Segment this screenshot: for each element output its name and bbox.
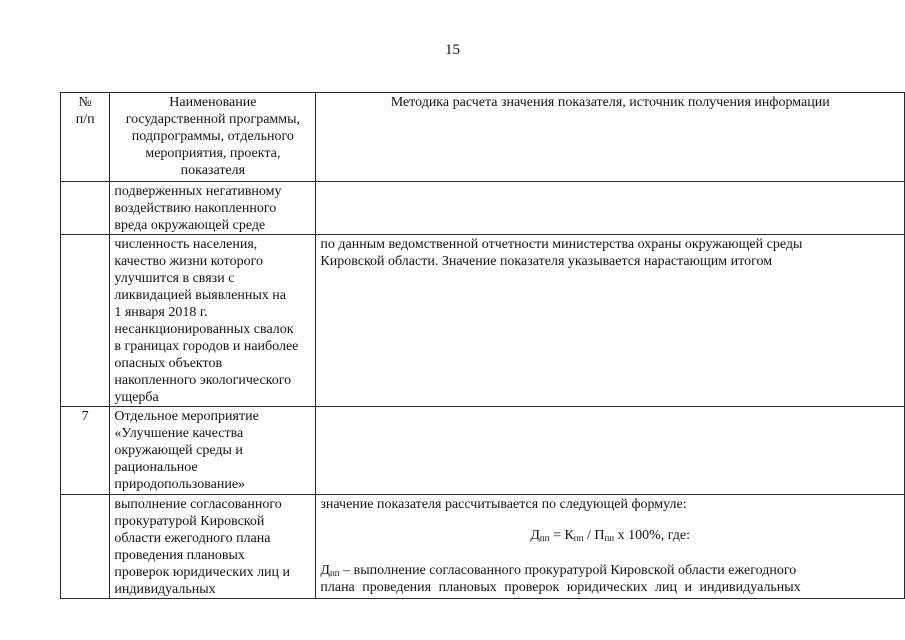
row-name-line: проверок юридических лиц и: [114, 565, 291, 580]
row-method-cell: [316, 407, 905, 495]
row-name-line: подверженных негативному: [114, 184, 282, 199]
table-row: [61, 407, 905, 495]
formula-lhs: Д: [530, 528, 540, 543]
row-num-cell: [61, 182, 110, 235]
page-number: 15: [445, 42, 460, 58]
row-name-line: ущерба: [114, 390, 159, 405]
row-name-line: природопользование»: [114, 477, 246, 492]
row-name-cell: [110, 235, 316, 407]
definition-text: – выполнение согласованного прокуратурой Кировской области ежегодного: [339, 563, 797, 578]
formula-eq: = К: [549, 528, 574, 543]
row-name-line: 1 января 2018 г.: [114, 305, 208, 320]
table-row: [61, 495, 905, 599]
row-name-line: окружающей среды и: [114, 443, 243, 458]
header-name-line: мероприятия, проекта,: [145, 146, 281, 161]
indicator-table: [60, 92, 905, 599]
row-name-line: воздействию накопленного: [114, 201, 277, 216]
table-row: [61, 235, 905, 407]
header-method-label: Методика расчета значения показателя, источник получения информации: [390, 95, 830, 110]
row-name-line: численность населения,: [114, 237, 258, 252]
row-method-cell: [316, 182, 905, 235]
header-num-cell: [61, 93, 110, 182]
header-num-line: п/п: [75, 112, 95, 127]
row-method-line: Кировской области. Значение показателя указывается нарастающим итогом: [320, 254, 773, 269]
formula-p-sub: пп: [604, 533, 615, 543]
row-name-line: прокуратурой Кировской: [114, 514, 265, 529]
header-num-line: №: [78, 95, 92, 110]
row-name-line: индивидуальных: [114, 582, 216, 597]
row-name-line: рациональное: [114, 460, 198, 475]
table-header-row: [61, 93, 905, 182]
row-name-line: улучшится в связи с: [114, 271, 235, 286]
row-name-line: проведения плановых: [114, 548, 245, 563]
formula: [320, 527, 900, 544]
table-row: [61, 182, 905, 235]
row-name-line: ликвидацией выявленных на: [114, 288, 286, 303]
definition-term: Д: [320, 563, 330, 578]
row-num-cell: 7: [61, 407, 110, 495]
row-method-cell: [316, 495, 905, 599]
formula-tail: х 100%, где:: [614, 528, 691, 543]
row-num-cell: [61, 495, 110, 599]
row-name-line: несанкционированных свалок: [114, 322, 294, 337]
formula-div: / П: [583, 528, 605, 543]
row-name-line: Отдельное мероприятие: [114, 409, 259, 424]
row-num-cell: [61, 235, 110, 407]
formula-k-sub: пп: [573, 533, 584, 543]
row-name-line: выполнение согласованного: [114, 497, 282, 512]
row-name-line: области ежегодного плана: [114, 531, 271, 546]
row-name-line: качество жизни которого: [114, 254, 263, 269]
method-intro: значение показателя рассчитывается по следующей формуле:: [320, 497, 687, 512]
header-name-line: Наименование: [169, 95, 257, 110]
row-method-line: по данным ведомственной отчетности министерства охраны окружающей среды: [320, 237, 803, 252]
definition-line: плана проведения плановых проверок юридических лиц и индивидуальных: [320, 580, 801, 595]
definition-term-sub: пп: [329, 568, 340, 578]
row-name-cell: [110, 407, 316, 495]
row-name-cell: [110, 182, 316, 235]
row-name-line: вреда окружающей среде: [114, 218, 266, 233]
row-name-line: в границах городов и наиболее: [114, 339, 299, 354]
header-method-cell: [316, 93, 905, 182]
header-name-cell: [110, 93, 316, 182]
row-name-line: накопленного экологического: [114, 373, 292, 388]
row-name-line: «Улучшение качества: [114, 426, 244, 441]
header-name-line: подпрограммы, отдельного: [131, 129, 294, 144]
row-name-cell: [110, 495, 316, 599]
row-name-line: опасных объектов: [114, 356, 223, 371]
formula-lhs-sub: пп: [539, 533, 550, 543]
definition-line: [320, 562, 900, 579]
row-method-cell: [316, 235, 905, 407]
header-name-line: государственной программы,: [125, 112, 301, 127]
header-name-line: показателя: [180, 163, 246, 178]
